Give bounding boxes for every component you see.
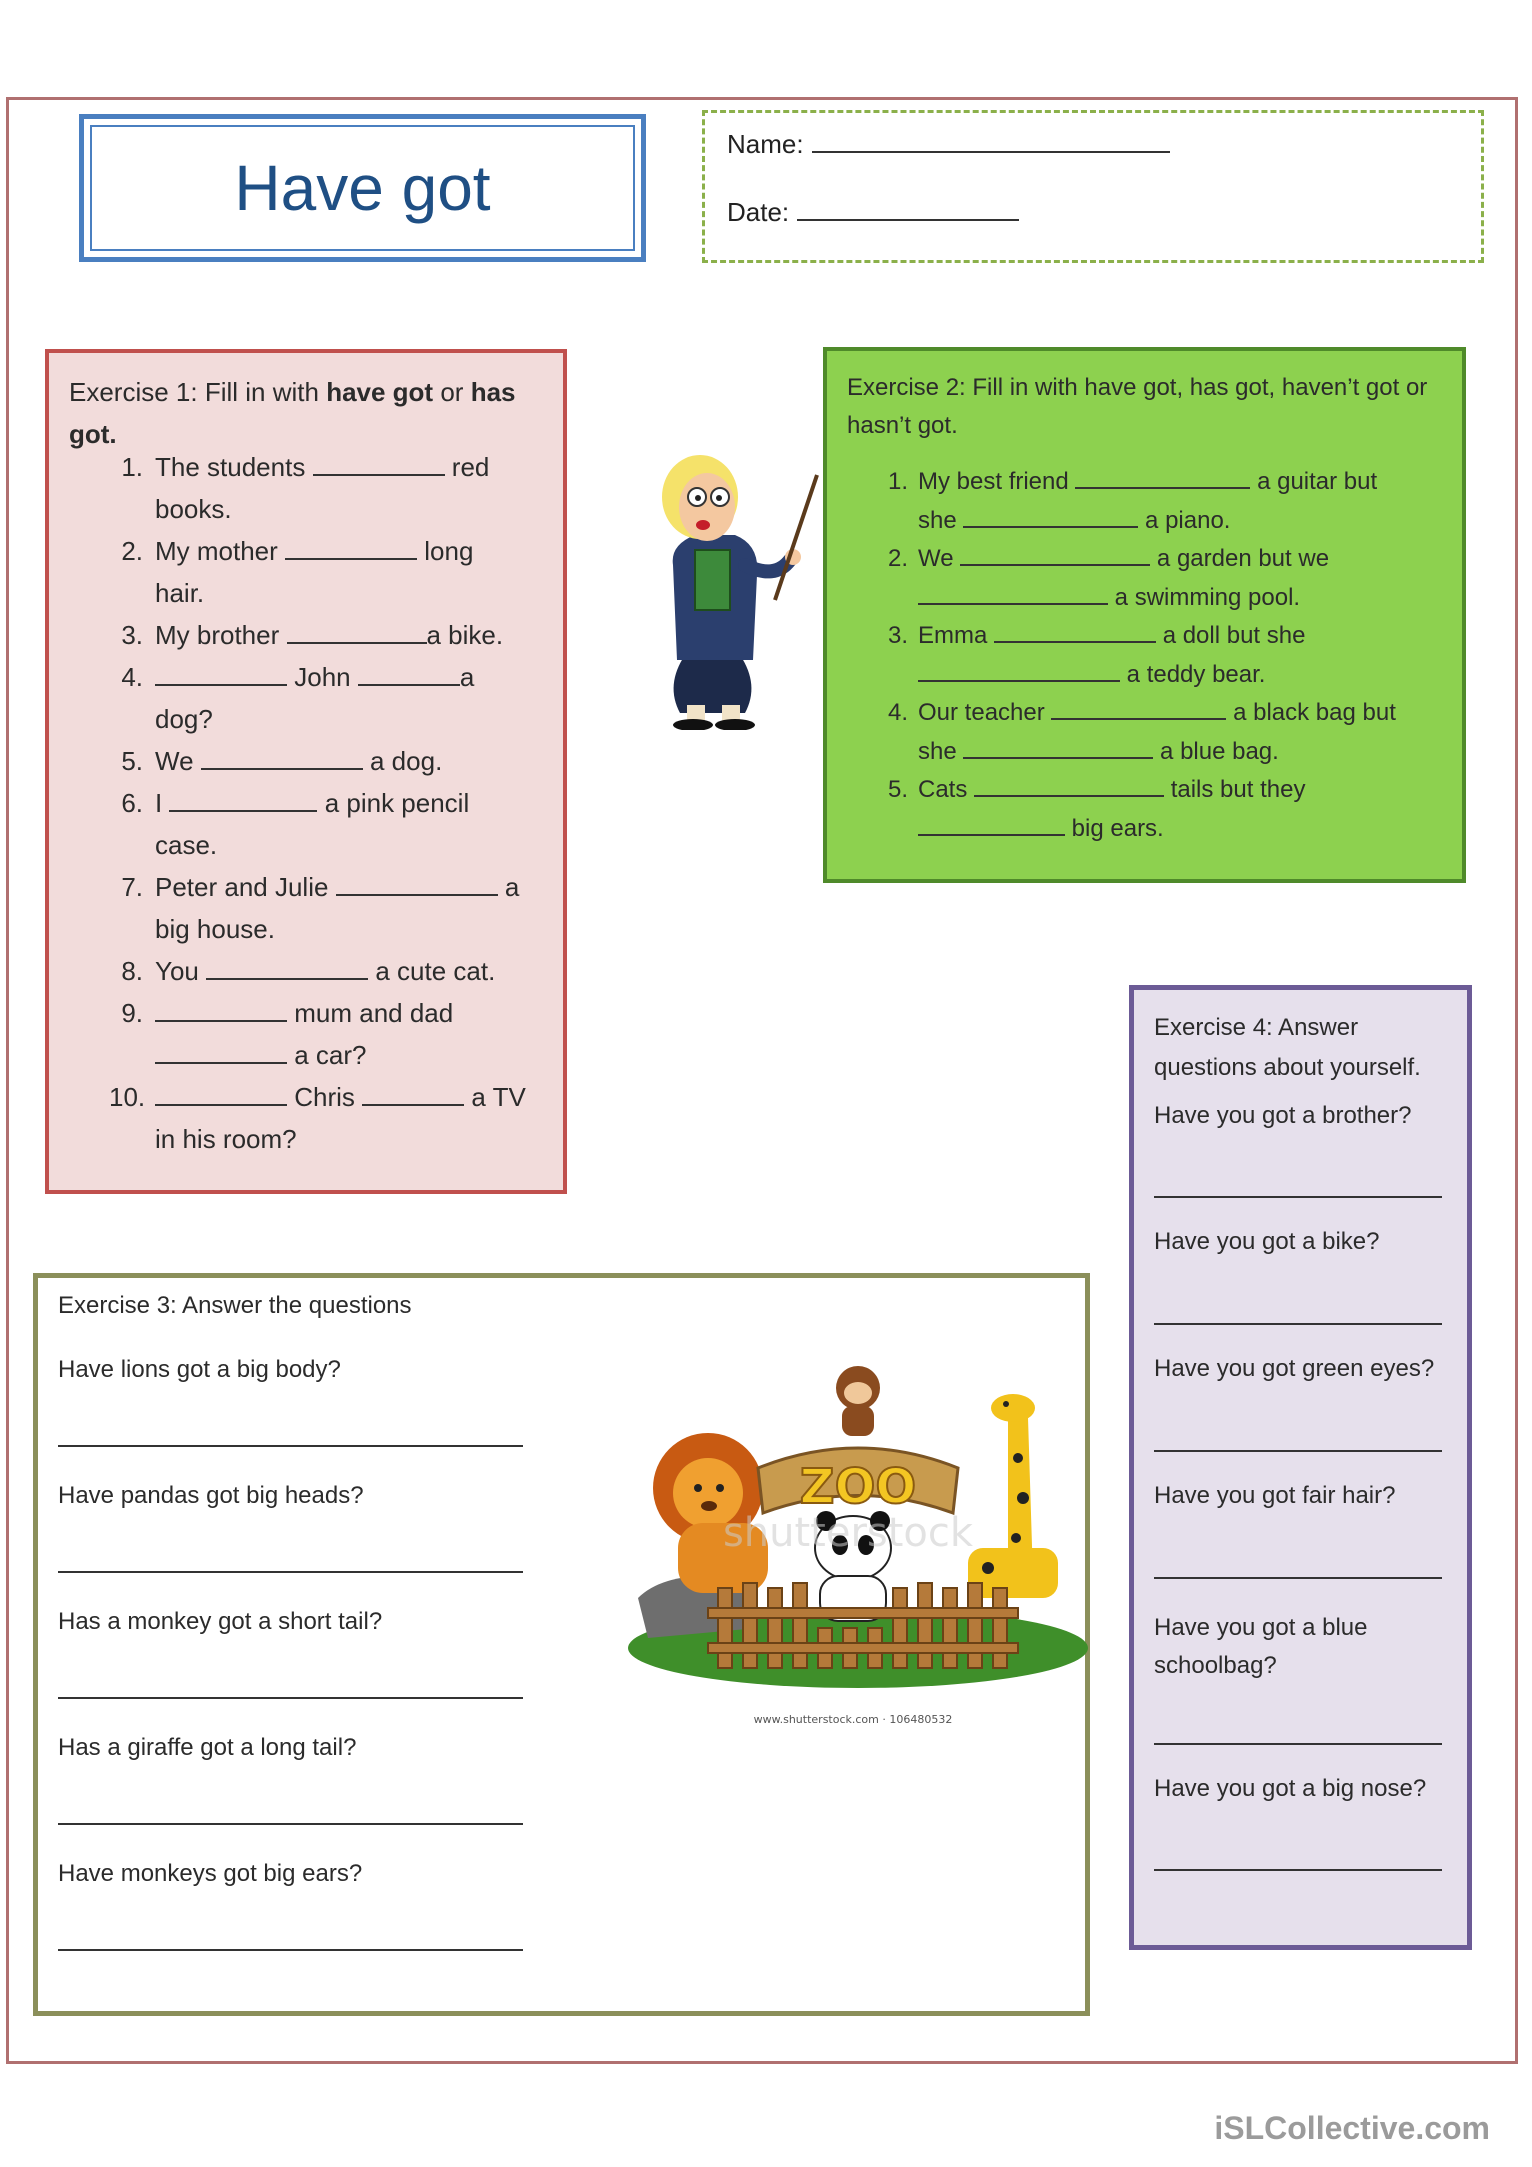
answer-blank[interactable] xyxy=(287,618,427,644)
list-item: 5. We a dog. xyxy=(121,746,443,776)
teacher-icon xyxy=(662,455,817,730)
list-item: 4. Our teacher a black bag but she a blue bag. xyxy=(872,694,1442,771)
list-item: 1. My best friend a guitar but she a piano. xyxy=(872,463,1442,540)
answer-line[interactable] xyxy=(58,1444,523,1447)
answer-blank[interactable] xyxy=(285,534,417,560)
name-label: Name: xyxy=(727,129,804,159)
site-watermark: iSLCollective.com xyxy=(1214,2110,1490,2146)
question: Have you got a blue schoolbag? xyxy=(1154,1614,1368,1679)
list-item: 4. John a dog? xyxy=(121,662,475,734)
answer-line[interactable] xyxy=(58,1696,523,1699)
answer-blank[interactable] xyxy=(313,450,445,476)
title-box xyxy=(79,114,646,262)
answer-line[interactable] xyxy=(1154,1195,1442,1198)
image-credit: www.shutterstock.com · 106480532 xyxy=(753,1713,953,1726)
answer-blank[interactable] xyxy=(1051,694,1226,720)
answer-blank[interactable] xyxy=(963,733,1153,759)
exercise-2 xyxy=(823,347,1466,883)
answer-line[interactable] xyxy=(1154,1868,1442,1871)
answer-line[interactable] xyxy=(58,1570,523,1573)
image-watermark: shutterstock xyxy=(722,1510,974,1556)
list-item: 2. My mother long hair. xyxy=(121,536,474,608)
list-item: 2. We a garden but we a swimming pool. xyxy=(872,540,1442,617)
name-date-box xyxy=(702,110,1484,263)
exercise-4 xyxy=(1129,985,1472,1950)
answer-blank[interactable] xyxy=(155,660,287,686)
list-item: 3. My brother a bike. xyxy=(121,620,504,650)
question: Have monkeys got big ears? xyxy=(58,1860,363,1887)
answer-blank[interactable] xyxy=(1075,463,1250,489)
question: Have you got a brother? xyxy=(1154,1102,1412,1129)
answer-blank[interactable] xyxy=(155,1080,287,1106)
answer-line[interactable] xyxy=(58,1822,523,1825)
exercise-4-title: Exercise 4: Answer questions about yourself. xyxy=(1154,1014,1421,1081)
page-title: Have got xyxy=(90,125,635,251)
exercise-3-title: Exercise 3: Answer the questions xyxy=(58,1292,412,1319)
question: Have pandas got big heads? xyxy=(58,1482,364,1509)
answer-blank[interactable] xyxy=(169,786,317,812)
question: Have lions got a big body? xyxy=(58,1356,341,1383)
exercise-2-title: Exercise 2: Fill in with have got, has got, haven’t got or hasn’t got. xyxy=(847,374,1428,439)
date-label: Date: xyxy=(727,197,790,227)
question: Have you got green eyes? xyxy=(1154,1355,1435,1382)
list-item: 7. Peter and Julie a big house. xyxy=(121,872,520,944)
answer-blank[interactable] xyxy=(155,1038,287,1064)
answer-line[interactable] xyxy=(1154,1322,1442,1325)
question: Have you got a bike? xyxy=(1154,1228,1380,1255)
answer-line[interactable] xyxy=(1154,1742,1442,1745)
exercise-1 xyxy=(45,349,567,1194)
exercise-1-title: Exercise 1: Fill in with have got or has got. xyxy=(69,377,516,449)
list-item: 9. mum and dad a car? xyxy=(121,998,454,1070)
answer-line[interactable] xyxy=(1154,1576,1442,1579)
answer-blank[interactable] xyxy=(960,540,1150,566)
date-field[interactable] xyxy=(727,197,1019,228)
name-field[interactable] xyxy=(727,129,1170,160)
answer-blank[interactable] xyxy=(963,502,1138,528)
answer-blank[interactable] xyxy=(336,870,498,896)
answer-blank[interactable] xyxy=(994,617,1156,643)
answer-line[interactable] xyxy=(1154,1449,1442,1452)
zoo-sign: ZOO xyxy=(799,1459,917,1515)
exercise-3 xyxy=(33,1273,1090,2016)
giraffe-icon xyxy=(968,1394,1058,1598)
answer-blank[interactable] xyxy=(206,954,368,980)
answer-blank[interactable] xyxy=(974,771,1164,797)
list-item: 10. Chris a TV in his room? xyxy=(109,1082,526,1154)
answer-blank[interactable] xyxy=(918,810,1065,836)
list-item: 5. Cats tails but they big ears. xyxy=(872,771,1442,848)
teacher-illustration xyxy=(625,435,825,730)
question: Have you got fair hair? xyxy=(1154,1482,1396,1509)
answer-line[interactable] xyxy=(58,1948,523,1951)
answer-blank[interactable] xyxy=(201,744,363,770)
answer-blank[interactable] xyxy=(362,1080,464,1106)
list-item: 3. Emma a doll but she a teddy bear. xyxy=(872,617,1442,694)
answer-blank[interactable] xyxy=(918,579,1108,605)
question: Have you got a big nose? xyxy=(1154,1775,1427,1802)
zoo-illustration xyxy=(608,1338,1098,1738)
question: Has a monkey got a short tail? xyxy=(58,1608,383,1635)
answer-blank[interactable] xyxy=(918,656,1120,682)
question: Has a giraffe got a long tail? xyxy=(58,1734,357,1761)
list-item: 1. The students red books. xyxy=(121,452,490,524)
answer-blank[interactable] xyxy=(155,996,287,1022)
list-item: 6. I a pink pencil case. xyxy=(121,788,470,860)
monkey-icon xyxy=(836,1366,880,1436)
answer-blank[interactable] xyxy=(358,660,460,686)
list-item: 8. You a cute cat. xyxy=(121,956,496,986)
